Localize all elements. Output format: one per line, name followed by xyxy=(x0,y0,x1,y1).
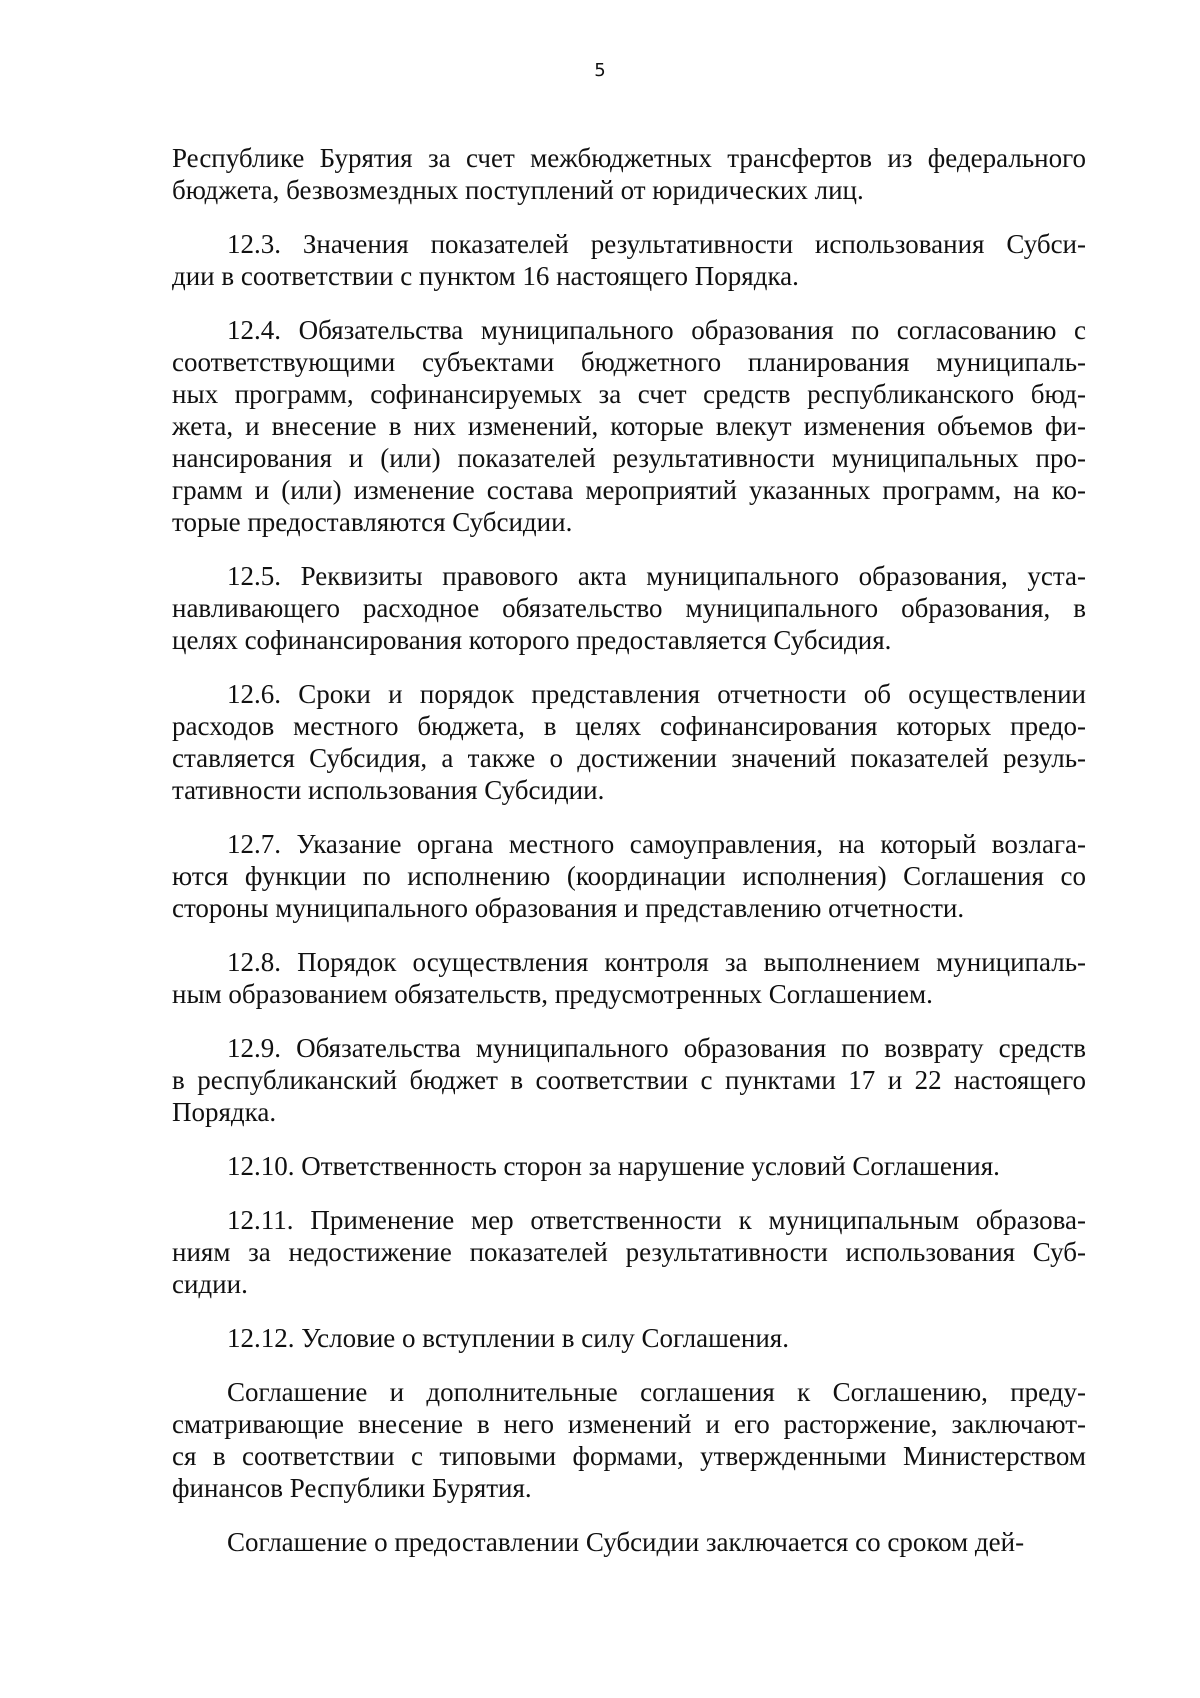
paragraph-p-12-5 xyxy=(172,560,1086,656)
text-line: 12.10. Ответственность сторон за нарушение условий Соглашения. xyxy=(227,1151,1000,1181)
text-line: Соглашение и дополнительные соглашения к Соглашению, преду- xyxy=(227,1377,1086,1407)
paragraph-p-12-4 xyxy=(172,314,1086,538)
paragraph-p-12-6 xyxy=(172,678,1086,806)
text-line: 12.8. Порядок осуществления контроля за выполнением муниципаль- xyxy=(227,947,1086,977)
text-line: ставляется Субсидия, а также о достижении значений показателей резуль- xyxy=(172,743,1086,773)
text-line: целях софинансирования которого предоставляется Субсидия. xyxy=(172,625,892,655)
paragraph-p-term xyxy=(172,1526,1086,1558)
text-line: финансов Республики Бурятия. xyxy=(172,1473,532,1503)
text-line: жета, и внесение в них изменений, которые влекут изменения объемов фи- xyxy=(172,411,1086,441)
text-line: бюджета, безвозмездных поступлений от юридических лиц. xyxy=(172,175,864,205)
paragraph-p-12-11 xyxy=(172,1204,1086,1300)
text-line: дии в соответствии с пунктом 16 настоящего Порядка. xyxy=(172,261,799,291)
text-line: 12.4. Обязательства муниципального образования по согласованию с xyxy=(227,315,1086,345)
text-line: Соглашение о предоставлении Субсидии заключается со сроком дей- xyxy=(227,1527,1025,1557)
paragraph-p-12-3 xyxy=(172,228,1086,292)
text-line: Порядка. xyxy=(172,1097,277,1127)
text-line: 12.9. Обязательства муниципального образования по возврату средств xyxy=(227,1033,1086,1063)
paragraph-p-cont xyxy=(172,142,1086,206)
text-line: 12.5. Реквизиты правового акта муниципального образования, уста- xyxy=(227,561,1086,591)
text-line: расходов местного бюджета, в целях софинансирования которых предо- xyxy=(172,711,1086,741)
paragraph-p-agreements xyxy=(172,1376,1086,1504)
text-line: нансирования и (или) показателей результативности муниципальных про- xyxy=(172,443,1086,473)
text-line: 12.6. Сроки и порядок представления отчетности об осуществлении xyxy=(227,679,1086,709)
text-line: сидии. xyxy=(172,1269,248,1299)
paragraph-p-12-9 xyxy=(172,1032,1086,1128)
text-line: ным образованием обязательств, предусмотренных Соглашением. xyxy=(172,979,933,1009)
text-line: ются функции по исполнению (координации исполнения) Соглашения со xyxy=(172,861,1086,891)
text-line: 12.7. Указание органа местного самоуправления, на который возлага- xyxy=(227,829,1086,859)
page-number: 5 xyxy=(594,60,606,81)
text-line: тативности использования Субсидии. xyxy=(172,775,605,805)
text-line: сматривающие внесение в него изменений и его расторжение, заключают- xyxy=(172,1409,1086,1439)
document-body xyxy=(172,142,1086,1580)
text-line: стороны муниципального образования и представлению отчетности. xyxy=(172,893,965,923)
paragraph-p-12-12 xyxy=(172,1322,1086,1354)
text-line: 12.12. Условие о вступлении в силу Соглашения. xyxy=(227,1323,789,1353)
text-line: ся в соответствии с типовыми формами, утвержденными Министерством xyxy=(172,1441,1086,1471)
text-line: ных программ, софинансируемых за счет средств республиканского бюд- xyxy=(172,379,1086,409)
paragraph-p-12-10 xyxy=(172,1150,1086,1182)
text-line: торые предоставляются Субсидии. xyxy=(172,507,573,537)
text-line: в республиканский бюджет в соответствии с пунктами 17 и 22 настоящего xyxy=(172,1065,1086,1095)
text-line: соответствующими субъектами бюджетного планирования муниципаль- xyxy=(172,347,1086,377)
text-line: 12.3. Значения показателей результативности использования Субси- xyxy=(227,229,1086,259)
text-line: навливающего расходное обязательство муниципального образования, в xyxy=(172,593,1086,623)
text-line: грамм и (или) изменение состава мероприятий указанных программ, на ко- xyxy=(172,475,1086,505)
text-line: 12.11. Применение мер ответственности к муниципальным образова- xyxy=(227,1205,1086,1235)
text-line: ниям за недостижение показателей результативности использования Суб- xyxy=(172,1237,1086,1267)
paragraph-p-12-7 xyxy=(172,828,1086,924)
paragraph-p-12-8 xyxy=(172,946,1086,1010)
text-line: Республике Бурятия за счет межбюджетных трансфертов из федерального xyxy=(172,143,1086,173)
